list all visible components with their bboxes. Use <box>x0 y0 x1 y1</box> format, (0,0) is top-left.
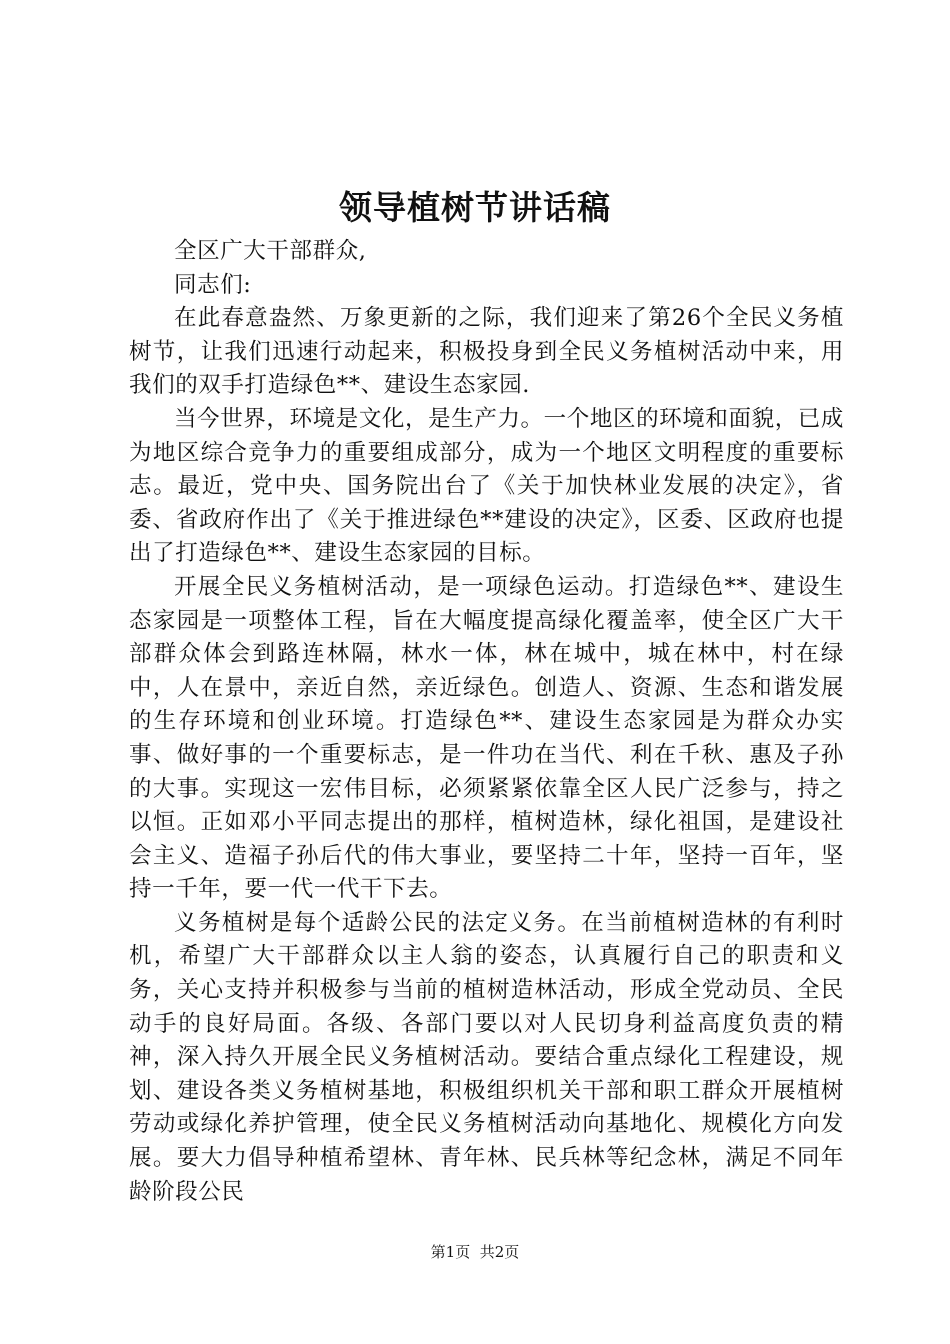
document-body <box>129 235 844 1209</box>
page-number: 第1页 <box>430 1243 471 1261</box>
salutation-line: 全区广大干部群众, <box>174 238 367 264</box>
body-paragraph: 义务植树是每个适龄公民的法定义务。在当前植树造林的有利时机，希望广大干部群众以主人翁的姿态，认真履行自己的职责和义务，关心支持并积极参与当前的植树造林活动，形成全党动员、全民动手的良好局面。各级、各部门要以对人民切身利益高度负责的精神，深入持久开展全民义务植树活动。要结合重点绿化工程建设，规划、建设各类义务植树基地，积极组织机关干部和职工群众开展植树劳动或绿化养护管理，使全民义务植树活动向基地化、规模化方向发展。要大力倡导种植希望林、青年林、民兵林等纪念林，满足不同年龄阶段公民 <box>129 909 844 1205</box>
page-footer <box>0 1242 950 1262</box>
page-total: 共2页 <box>479 1243 520 1261</box>
salutation-line: 同志们: <box>174 271 252 298</box>
document-title: 领导植树节讲话稿 <box>339 188 611 227</box>
body-paragraph: 当今世界，环境是文化，是生产力。一个地区的环境和面貌，已成为地区综合竞争力的重要组成部分，成为一个地区文明程度的重要标志。最近，党中央、国务院出台了《关于加快林业发展的决定》，省委、省政府作出了《关于推进绿色**建设的决定》，区委、区政府也提出了打造绿色**、建设生态家园的目标。 <box>129 405 844 567</box>
body-paragraph: 在此春意盎然、万象更新的之际，我们迎来了第26个全民义务植树节，让我们迅速行动起来，积极投身到全民义务植树活动中来，用我们的双手打造绿色**、建设生态家园. <box>129 305 844 399</box>
body-paragraph: 开展全民义务植树活动，是一项绿色运动。打造绿色**、建设生态家园是一项整体工程，旨在大幅度提高绿化覆盖率，使全区广大干部群众体会到路连林隔，林水一体，林在城中，城在林中，村在绿中，人在景中，亲近自然，亲近绿色。创造人、资源、生态和谐发展的生存环境和创业环境。打造绿色**、建设生态家园是为群众办实事、做好事的一个重要标志，是一件功在当代、利在千秋、惠及子孙的大事。实现这一宏伟目标，必须紧紧依靠全区人民广泛参与，持之以恒。正如邓小平同志提出的那样，植树造林，绿化祖国，是建设社会主义、造福子孙后代的伟大事业，要坚持二十年，坚持一百年，坚持一千年，要一代一代干下去。 <box>129 573 844 903</box>
